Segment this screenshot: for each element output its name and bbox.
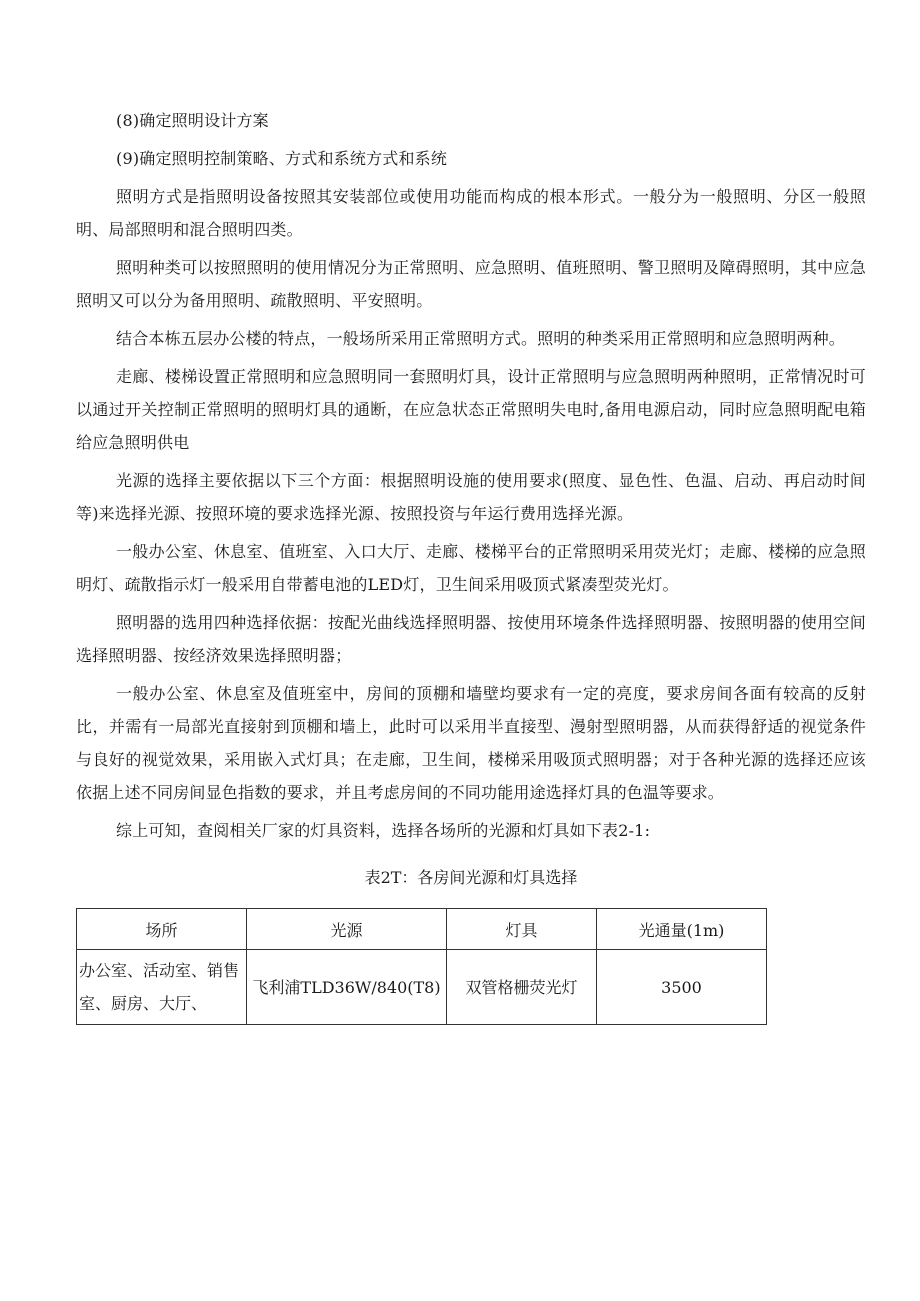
table-caption: 表2T：各房间光源和灯具选择 <box>364 868 578 887</box>
cell-light-source: 飞利浦TLD36W/840(T8) <box>247 950 447 1025</box>
paragraph-summary: 综上可知，查阅相关厂家的灯具资料，选择各场所的光源和灯具如下表2-1: <box>116 821 651 840</box>
cell-fixture: 双管格栅荧光灯 <box>447 950 597 1025</box>
header-place: 场所 <box>77 909 247 950</box>
paragraph-building-features: 结合本栋五层办公楼的特点，一般场所采用正常照明方式。照明的种类采用正常照明和应急照明两种。 <box>116 329 846 348</box>
paragraph-luminaire-criteria: 照明器的选用四种选择依据：按配光曲线选择照明器、按使用环境条件选择照明器、按照明器的使用空间选择照明器、按经济效果选择照明器； <box>76 613 866 665</box>
lighting-selection-table <box>76 908 767 1025</box>
document-body <box>76 104 866 1025</box>
paragraph-design-scheme: (8)确定照明设计方案 <box>116 111 269 130</box>
paragraph-corridor-stairs: 走廊、楼梯设置正常照明和应急照明同一套照明灯具，设计正常照明与应急照明两种照明，正常情况时可以通过开关控制正常照明的照明灯具的通断，在应急状态正常照明失电时,备用电源启动，同时应急照明配电箱给应急照明供电 <box>76 367 866 452</box>
header-luminous-flux: 光通量(1m) <box>597 909 767 950</box>
header-fixture: 灯具 <box>447 909 597 950</box>
table-header-row <box>77 909 767 950</box>
table-row <box>77 950 767 1025</box>
paragraph-lighting-types: 照明种类可以按照照明的使用情况分为正常照明、应急照明、值班照明、警卫照明及障碍照明，其中应急照明又可以分为备用照明、疏散照明、平安照明。 <box>76 258 866 310</box>
paragraph-lighting-mode: 照明方式是指照明设备按照其安装部位或使用功能而构成的根本形式。一般分为一般照明、分区一般照明、局部照明和混合照明四类。 <box>76 187 866 239</box>
cell-place: 办公室、活动室、销售室、厨房、大厅、 <box>77 950 247 1025</box>
paragraph-light-source-selection: 光源的选择主要依据以下三个方面：根据照明设施的使用要求(照度、显色性、色温、启动、再启动时间等)来选择光源、按照环境的要求选择光源、按照投资与年运行费用选择光源。 <box>76 471 866 523</box>
cell-luminous-flux: 3500 <box>597 950 767 1025</box>
paragraph-fluorescent-usage: 一般办公室、休息室、值班室、入口大厅、走廊、楼梯平台的正常照明采用荧光灯；走廊、楼梯的应急照明灯、疏散指示灯一般采用自带蓄电池的LED灯，卫生间采用吸顶式紧凑型荧光灯。 <box>76 542 866 594</box>
header-light-source: 光源 <box>247 909 447 950</box>
paragraph-control-strategy: (9)确定照明控制策略、方式和系统方式和系统 <box>116 149 448 168</box>
paragraph-office-lighting: 一般办公室、休息室及值班室中，房间的顶棚和墙壁均要求有一定的亮度，要求房间各面有较高的反射比，并需有一局部光直接射到顶棚和墙上，此时可以采用半直接型、漫射型照明器，从而获得舒适的视觉条件与良好的视觉效果，采用嵌入式灯具；在走廊，卫生间，楼梯采用吸顶式照明器；对于各种光源的选择还应该依据上述不同房间显色指数的要求，并且考虑房间的不同功能用途选择灯具的色温等要求。 <box>76 684 866 802</box>
